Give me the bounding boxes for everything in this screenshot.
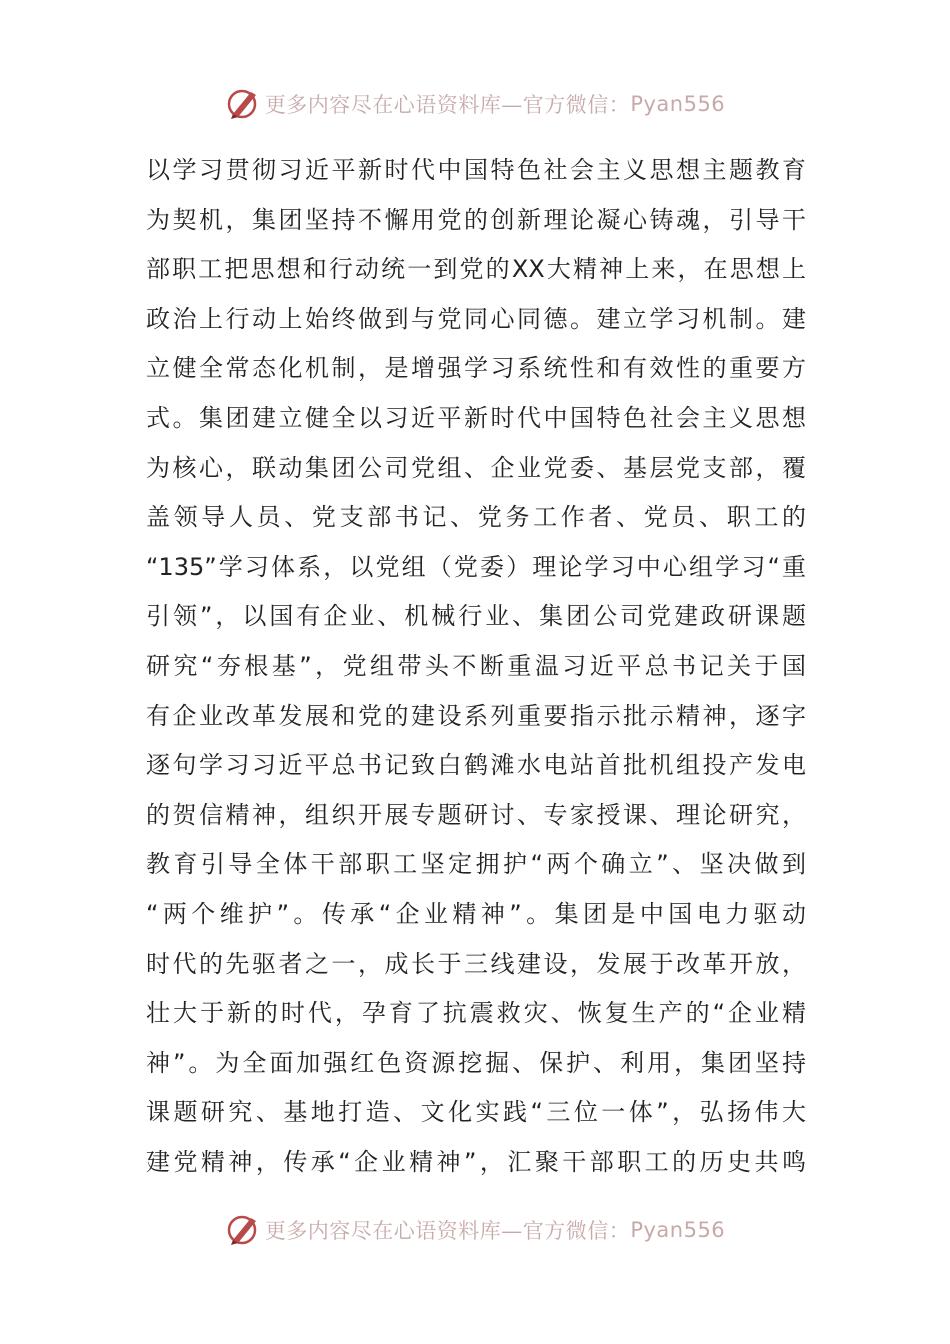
body-line: 引领”，以国有企业、机械行业、集团公司党建政研课题 <box>146 602 806 631</box>
header-banner <box>0 84 950 124</box>
body-line: 建党精神，传承“企业精神”，汇聚干部职工的历史共鸣 <box>146 1147 806 1176</box>
footer-banner <box>0 1210 950 1250</box>
body-line: “135”学习体系，以党组（党委）理论学习中心组学习“重 <box>146 552 806 581</box>
body-line: 政治上行动上始终做到与党同心同德。建立学习机制。建 <box>146 304 806 333</box>
body-line: 盖领导人员、党支部书记、党务工作者、党员、职工的 <box>146 503 806 532</box>
body-line: 为契机，集团坚持不懈用党的创新理论凝心铸魂，引导干 <box>146 205 806 234</box>
footer-wechat-id: Pyan556 <box>630 1218 726 1242</box>
pen-logo-icon <box>225 86 261 122</box>
body-line: 有企业改革发展和党的建设系列重要指示批示精神，逐字 <box>146 701 806 730</box>
header-wechat-id: Pyan556 <box>630 92 726 116</box>
body-line: “两个维护”。传承“企业精神”。集团是中国电力驱动 <box>146 899 806 928</box>
header-banner-text: 更多内容尽在心语资料库—官方微信： <box>264 93 631 117</box>
body-line: 壮大于新的时代，孕育了抗震救灾、恢复生产的“企业精 <box>146 999 806 1028</box>
footer-banner-text: 更多内容尽在心语资料库—官方微信： <box>264 1219 631 1243</box>
body-line: 的贺信精神，组织开展专题研讨、专家授课、理论研究， <box>146 800 806 829</box>
document-body <box>146 146 806 1187</box>
body-line: 神”。为全面加强红色资源挖掘、保护、利用，集团坚持 <box>146 1048 806 1077</box>
body-line: 立健全常态化机制，是增强学习系统性和有效性的重要方 <box>146 354 806 383</box>
body-line: 研究“夯根基”，党组带头不断重温习近平总书记关于国 <box>146 651 806 680</box>
body-line: 为核心，联动集团公司党组、企业党委、基层党支部，覆 <box>146 453 806 482</box>
pen-logo-icon <box>225 1212 261 1248</box>
body-line: 式。集团建立健全以习近平新时代中国特色社会主义思想 <box>146 403 806 432</box>
body-line: 以学习贯彻习近平新时代中国特色社会主义思想主题教育 <box>146 156 806 184</box>
body-line: 课题研究、基地打造、文化实践“三位一体”，弘扬伟大 <box>146 1098 806 1127</box>
body-line: 逐句学习习近平总书记致白鹤滩水电站首批机组投产发电 <box>146 751 806 780</box>
body-line: 时代的先驱者之一，成长于三线建设，发展于改革开放， <box>146 949 806 978</box>
body-line: 教育引导全体干部职工坚定拥护“两个确立”、坚决做到 <box>146 850 806 879</box>
body-line: 部职工把思想和行动统一到党的XX大精神上来，在思想上 <box>146 255 806 284</box>
